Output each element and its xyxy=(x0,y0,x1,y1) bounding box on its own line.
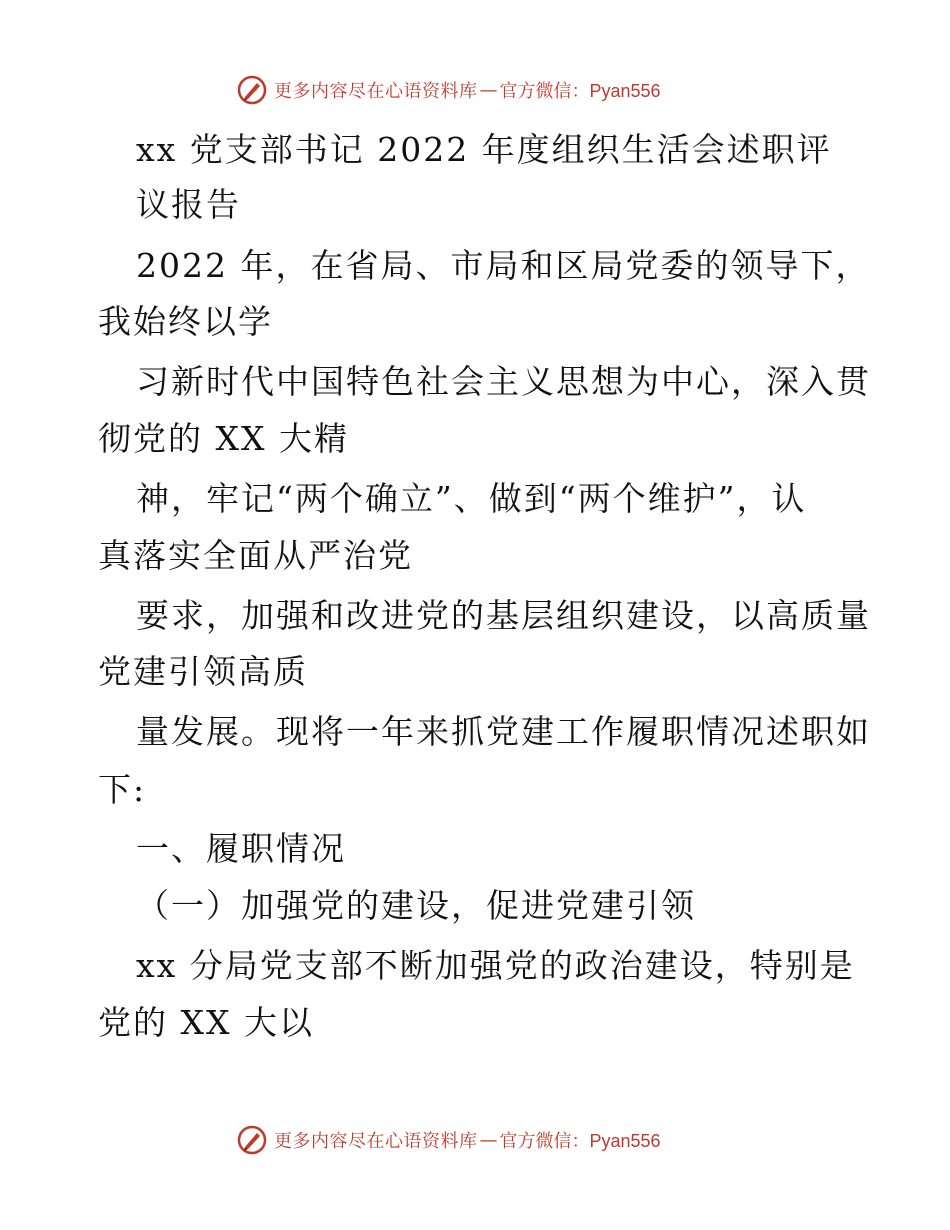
doc-paragraph-line: 党建引领高质 xyxy=(98,652,308,691)
doc-paragraph-line: 我始终以学 xyxy=(98,302,273,341)
header-watermark xyxy=(236,72,661,108)
doc-paragraph-line: 下: xyxy=(98,770,147,809)
doc-paragraph-line: 彻党的 XX 大精 xyxy=(98,419,349,458)
pen-logo-icon xyxy=(236,1124,268,1156)
subsection-heading: （一）加强党的建设，促进党建引领 xyxy=(136,886,696,925)
watermark-brand: 更多内容尽在心语资料库 xyxy=(274,1131,478,1152)
doc-paragraph-line: 量发展。现将一年来抓党建工作履职情况述职如 xyxy=(136,712,871,751)
doc-paragraph-line: 2022 年，在省局、市局和区局党委的领导下， xyxy=(136,246,871,285)
watermark-wechat: 官方微信：Pyan556 xyxy=(499,1131,661,1151)
doc-paragraph-line: 神，牢记“两个确立”、做到“两个维护”，认 xyxy=(136,479,807,518)
doc-paragraph-line: 习新时代中国特色社会主义思想为中心，深入贯 xyxy=(136,362,871,401)
watermark-brand: 更多内容尽在心语资料库 xyxy=(274,81,478,102)
doc-paragraph-line: xx 分局党支部不断加强党的政治建设，特别是 xyxy=(136,946,855,985)
footer-watermark xyxy=(236,1122,661,1158)
watermark-wechat: 官方微信：Pyan556 xyxy=(499,81,661,101)
watermark-separator: — xyxy=(479,79,498,101)
doc-paragraph-line: 党的 XX 大以 xyxy=(98,1003,314,1042)
watermark-separator: — xyxy=(479,1129,498,1151)
doc-paragraph-line: 要求，加强和改进党的基层组织建设，以高质量 xyxy=(136,596,871,635)
doc-paragraph-line: 真落实全面从严治党 xyxy=(98,536,413,575)
pen-logo-icon xyxy=(236,74,268,106)
section-heading: 一、履职情况 xyxy=(136,829,346,868)
doc-title-line-2: 议报告 xyxy=(136,185,241,224)
doc-title-line-1: xx 党支部书记 2022 年度组织生活会述职评 xyxy=(136,130,832,169)
